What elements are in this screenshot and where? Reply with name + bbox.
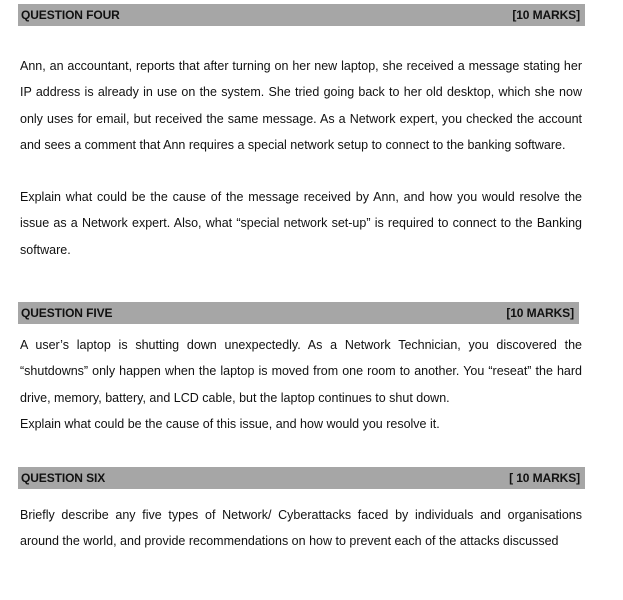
question-five-header	[18, 302, 579, 324]
question-four-paragraph-2: Explain what could be the cause of the message received by Ann, and how you would resolve the issue as a Network expert. Also, what “special network set-up” is required to connect to the Banking software.	[20, 190, 582, 257]
question-four-header	[18, 4, 585, 26]
question-five-paragraph-2: Explain what could be the cause of this issue, and how would you resolve it.	[20, 417, 440, 431]
question-four-paragraph-1: Ann, an accountant, reports that after turning on her new laptop, she received a message stating her IP address is already in use on the system. She tried going back to her old desktop, which she now only uses for email, but received the same message. As a Network expert, you checked the account and sees a comment that Ann requires a special network setup to connect to the banking software.	[20, 59, 582, 152]
question-five-paragraph-1: A user’s laptop is shutting down unexpectedly. As a Network Technician, you discovered the “shutdowns” only happen when the laptop is moved from one room to another. You “reseat” the hard drive, memory, battery, and LCD cable, but the laptop continues to shut down.	[20, 338, 582, 405]
question-title: QUESTION FOUR	[21, 8, 120, 22]
question-marks: [10 MARKS]	[512, 8, 580, 22]
question-six-paragraph-1: Briefly describe any five types of Network/ Cyberattacks faced by individuals and organisations around the world, and provide recommendations on how to prevent each of the attacks discussed	[20, 508, 582, 549]
question-marks: [ 10 MARKS]	[509, 471, 580, 485]
question-title: QUESTION FIVE	[21, 306, 113, 320]
question-six-header	[18, 467, 585, 489]
question-marks: [10 MARKS]	[506, 306, 574, 320]
question-title: QUESTION SIX	[21, 471, 106, 485]
